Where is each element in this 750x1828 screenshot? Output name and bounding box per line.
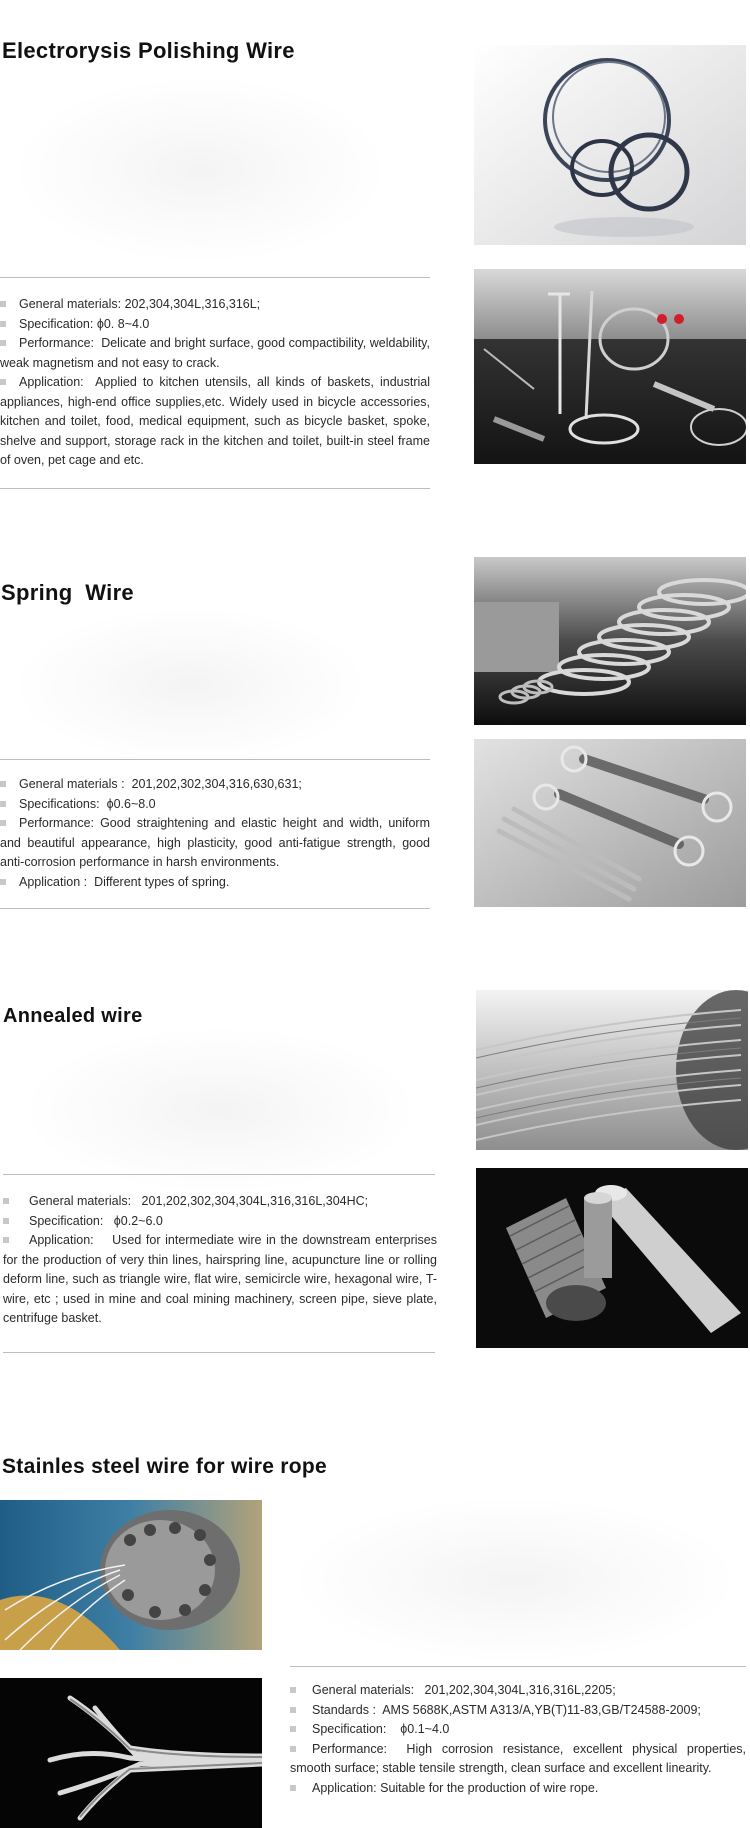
section-title: Stainles steel wire for wire rope — [2, 1455, 328, 1478]
section-title: Spring Wire — [1, 580, 134, 605]
spec-list — [0, 295, 430, 471]
spec-item: Performance: High corrosion resistance, excellent physical properties, smooth surface; stable tensile strength, clean surface and excellent linearity. — [290, 1741, 746, 1775]
bullet-icon — [0, 820, 6, 826]
bullet-icon — [0, 781, 6, 787]
bullet-icon — [0, 321, 6, 327]
spec-item: General materials: 201,202,304,304L,316,316L,2205; — [290, 1681, 746, 1701]
bullet-icon — [3, 1218, 9, 1224]
product-photo-extension-springs — [474, 739, 746, 907]
bullet-icon — [290, 1707, 296, 1713]
spec-item: Specifications: ϕ0.6~8.0 — [0, 795, 430, 815]
background-texture — [30, 1030, 410, 1190]
divider — [3, 1352, 435, 1353]
bullet-icon — [290, 1785, 296, 1791]
bullet-icon — [0, 801, 6, 807]
bullet-icon — [290, 1726, 296, 1732]
spec-item: Performance: Good straightening and elastic height and width, uniform and beautiful appearance, high plasticity, good anti-fatigue strength, good anti-corrosion performance in harsh environments. — [0, 816, 431, 869]
product-photo-wire-coils — [474, 45, 746, 245]
spec-list — [290, 1681, 746, 1798]
divider — [0, 908, 430, 909]
product-photo-stranded-wire-rope — [0, 1678, 262, 1828]
spec-item: Application: Suitable for the production of wire rope. — [290, 1779, 746, 1799]
divider — [0, 759, 430, 760]
spec-item: General materials: 201,202,302,304,304L,316,316L,304HC; — [3, 1192, 437, 1212]
bullet-icon — [0, 301, 6, 307]
divider — [0, 488, 430, 489]
spec-item: Specification: ϕ0.2~6.0 — [3, 1212, 437, 1232]
divider — [290, 1666, 746, 1667]
section-title: Electrorysis Polishing Wire — [2, 38, 295, 63]
spec-list — [3, 1192, 437, 1329]
product-photo-compression-springs — [474, 557, 746, 725]
section-title: Annealed wire — [3, 1005, 143, 1027]
bullet-icon — [3, 1237, 9, 1243]
bullet-icon — [3, 1198, 9, 1204]
spec-item: Performance: Delicate and bright surface, good compactibility, weldability, weak magnetism and not easy to crack. — [0, 336, 430, 370]
spec-item: General materials: 202,304,304L,316,316L; — [0, 295, 430, 315]
bullet-icon — [0, 379, 6, 385]
product-photo-wire-spool — [476, 990, 748, 1150]
spec-item: Application : Different types of spring. — [0, 873, 430, 893]
spec-list — [0, 775, 430, 892]
background-texture — [20, 80, 380, 260]
product-photo-screen-tubes — [476, 1168, 748, 1348]
spec-item: Specification: ϕ0. 8~4.0 — [0, 315, 430, 335]
bullet-icon — [0, 340, 6, 346]
background-texture — [300, 1500, 730, 1660]
divider — [0, 277, 430, 278]
bullet-icon — [290, 1687, 296, 1693]
spec-item: Application: Used for intermediate wire in the downstream enterprises for the production of very thin lines, hairspring line, acupuncture line or rolling deform line, such as triangle wire, flat wire, semicircle wire, hexagonal wire, T-wire, etc ; used in mine and coal mining machinery, screen pipe, sieve plate, centrifuge basket. — [3, 1233, 437, 1325]
product-photo-kitchen-wire-items — [474, 269, 746, 464]
spec-item: General materials : 201,202,302,304,316,630,631; — [0, 775, 430, 795]
spec-item: Application: Applied to kitchen utensils, all kinds of baskets, industrial appliances, high-end office supplies,etc. Widely used in bicycle accessories, kitchen and toilet, food, medical equipment, such as bicycle basket, spoke, shelve and support, storage rack in the kitchen and toilet, built-in steel frame of oven, pet cage and etc. — [0, 375, 430, 467]
spec-item: Standards : AMS 5688K,ASTM A313/A,YB(T)11-83,GB/T24588-2009; — [290, 1701, 746, 1721]
product-photo-stranding-machine — [0, 1500, 262, 1650]
background-texture — [20, 610, 360, 760]
bullet-icon — [290, 1746, 296, 1752]
divider — [3, 1174, 435, 1175]
bullet-icon — [0, 879, 6, 885]
spec-item: Specification: ϕ0.1~4.0 — [290, 1720, 746, 1740]
